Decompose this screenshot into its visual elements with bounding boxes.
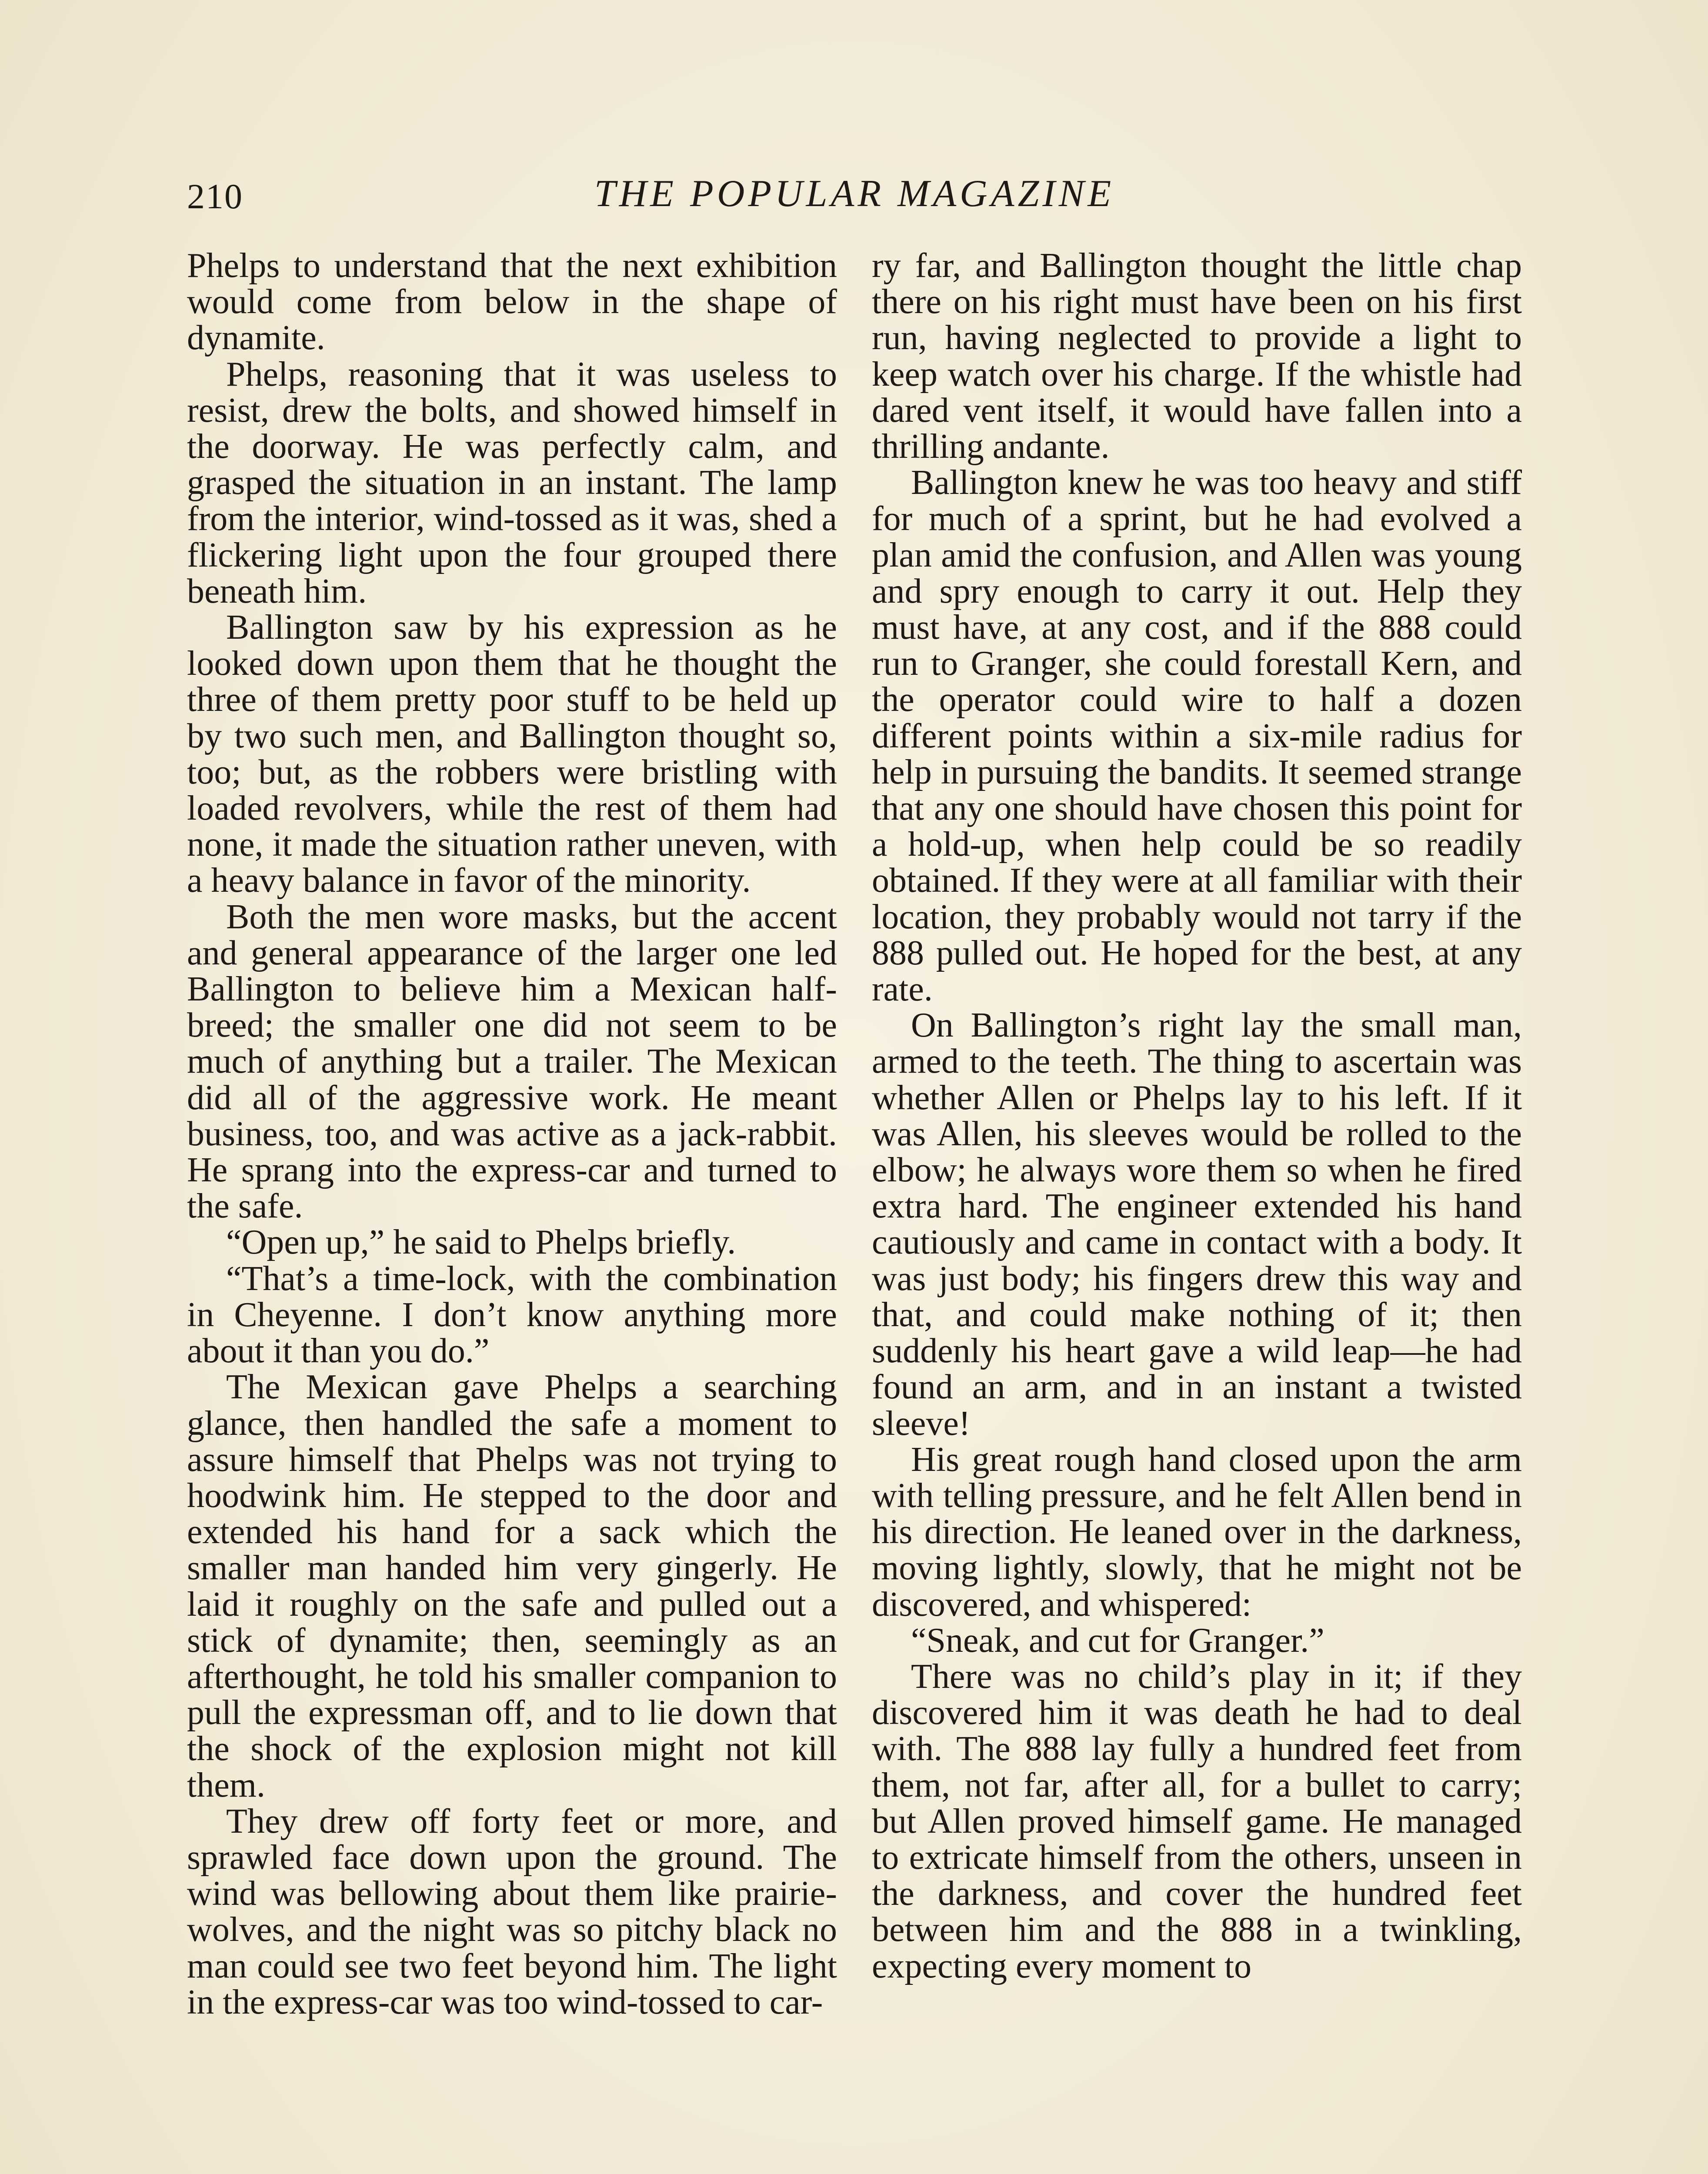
page-number: 210 <box>187 177 243 216</box>
paragraph: Ballington knew he was too heavy and stiff for much of a sprint, but he had evolved a plan amid the confusion, and Allen was young and spry enough to carry it out. Help they must have, at any cost, and if the 888 could run to Granger, she could forestall Kern, and the operator could wire to half a dozen different points within a six-mile radius for help in pursuing the bandits. It seemed strange that any one should have chosen this point for a hold-up, when help could be so readily obtained. If they were at all familiar with their location, they probably would not tarry if the 888 pulled out. He hoped for the best, at any rate. <box>872 463 1522 1009</box>
right-text-column <box>872 248 1522 2174</box>
paragraph: Phelps to understand that the next exhibition would come from below in the shape of dynamite. <box>187 247 837 357</box>
paragraph: Ballington saw by his expression as he looked down upon them that he thought the three of them pretty poor stuff to be held up by two such men, and Ballington thought so, too; but, as the robbers were bristling with loaded revolvers, while the rest of them had none, it made the situation rather uneven, with a heavy balance in favor of the minority. <box>187 608 837 900</box>
running-title: THE POPULAR MAGAZINE <box>594 173 1115 215</box>
paragraph: They drew off forty feet or more, and sprawled face down upon the ground. The wind was bellowing about them like prairie-wolves, and the night was so pitchy black no man could see two feet beyond him. The light in the express-car was too wind-tossed to car- <box>187 1802 837 2021</box>
paragraph: On Ballington’s right lay the small man, armed to the teeth. The thing to ascertain was whether Allen or Phelps lay to his left. If it was Allen, his sleeves would be rolled to the elbow; he always wore them so when he fired extra hard. The engineer extended his hand cautiously and came in contact with a body. It was just body; his fingers drew this way and that, and could make nothing of it; then suddenly his heart gave a wild leap—he had found an arm, and in an instant a twisted sleeve! <box>872 1006 1522 1443</box>
paragraph: Phelps, reasoning that it was useless to resist, drew the bolts, and showed himself in the doorway. He was perfectly calm, and grasped the situation in an instant. The lamp from the interior, wind-tossed as it was, shed a flickering light upon the four grouped there beneath him. <box>187 355 837 610</box>
paragraph: ry far, and Ballington thought the little chap there on his right must have been on his first run, having neglected to provide a light to keep watch over his charge. If the whistle had dared vent itself, it would have fallen into a thrilling andante. <box>872 247 1522 466</box>
paragraph: His great rough hand closed upon the arm with telling pressure, and he felt Allen bend in his direction. He leaned over in the darkness, moving lightly, slowly, that he might not be discovered, and whispered: <box>872 1440 1522 1624</box>
paragraph: The Mexican gave Phelps a searching glance, then handled the safe a moment to assure himself that Phelps was not trying to hoodwink him. He stepped to the door and extended his hand for a sack which the smaller man handed him very gingerly. He laid it roughly on the safe and pulled out a stick of dynamite; then, seemingly as an afterthought, he told his smaller companion to pull the expressman off, and to lie down that the shock of the explosion might not kill them. <box>187 1368 837 1804</box>
left-text-column <box>187 248 837 2174</box>
paragraph: “That’s a time-lock, with the combination in Cheyenne. I don’t know anything more about it than you do.” <box>187 1259 837 1370</box>
page-header <box>187 172 1522 224</box>
paragraph: “Sneak, and cut for Granger.” <box>911 1621 1324 1660</box>
paragraph: There was no child’s play in it; if they discovered him it was death he had to deal with. The 888 lay fully a hundred feet from them, not far, after all, for a bullet to carry; but Allen proved himself game. He managed to extricate himself from the others, unseen in the darkness, and cover the hundred feet between him and the 888 in a twinkling, expecting every moment to <box>872 1657 1522 1985</box>
paragraph: Both the men wore masks, but the accent and general appearance of the larger one led Ballington to believe him a Mexican half-breed; the smaller one did not seem to be much of anything but a trailer. The Mexican did all of the aggressive work. He meant business, too, and was active as a jack-rabbit. He sprang into the express-car and turned to the safe. <box>187 897 837 1226</box>
paragraph: “Open up,” he said to Phelps briefly. <box>226 1223 736 1262</box>
